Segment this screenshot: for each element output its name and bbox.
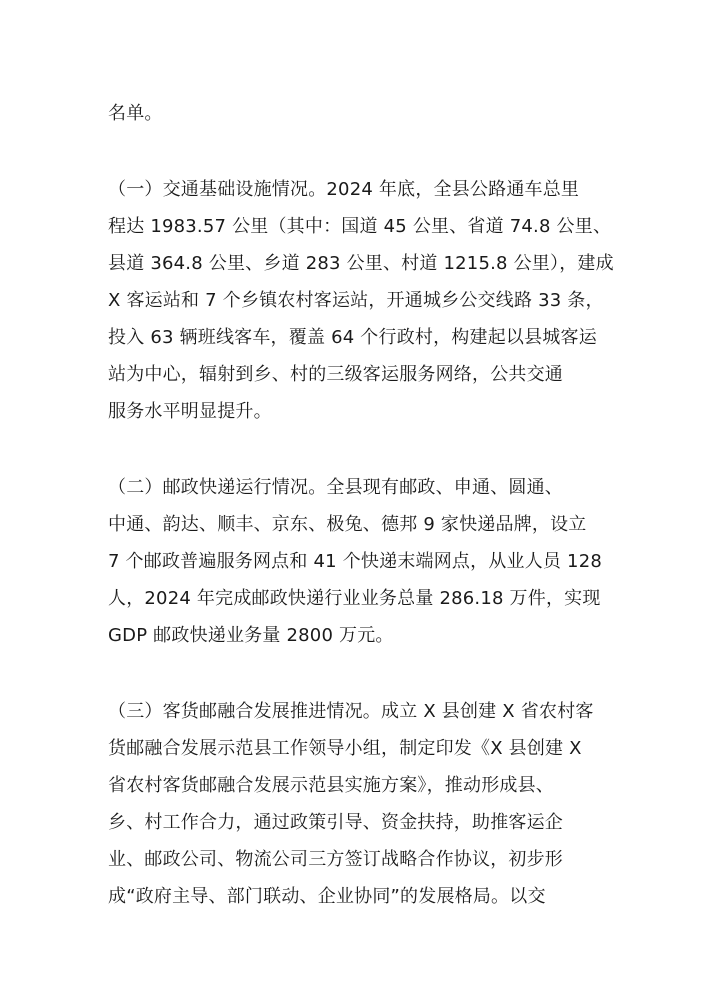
text-line: 程达 1983.57 公里（其中：国道 45 公里、省道 74.8 公里、 xyxy=(108,216,612,237)
text-line: 服务水平明显提升。 xyxy=(108,401,272,422)
text-line: 省农村客货邮融合发展示范县实施方案》，推动形成县、 xyxy=(108,775,554,796)
text-line: 业、邮政公司、物流公司三方签订战略合作协议，初步形 xyxy=(108,849,563,870)
text-line: X 客运站和 7 个乡镇农村客运站，开通城乡公交线路 33 条， xyxy=(108,290,604,311)
text-line: 名单。 xyxy=(108,103,163,124)
text-line: 站为中心，辐射到乡、村的三级客运服务网络，公共交通 xyxy=(108,364,563,385)
text-line: 中通、韵达、顺丰、京东、极兔、德邦 9 家快递品牌，设立 xyxy=(108,514,587,535)
text-line: 成“政府主导、部门联动、企业协同”的发展格局。以交 xyxy=(108,886,546,907)
text-line: 乡、村工作合力，通过政策引导、资金扶持，助推客运企 xyxy=(108,812,563,833)
section-heading-line: （一）交通基础设施情况。2024 年底，全县公路通车总里 xyxy=(108,179,580,200)
text-line: 县道 364.8 公里、乡道 283 公里、村道 1215.8 公里），建成 xyxy=(108,253,614,274)
text-line: GDP 邮政快递业务量 2800 万元。 xyxy=(108,625,394,646)
text-line: 货邮融合发展示范县工作领导小组，制定印发《X 县创建 X xyxy=(108,738,582,759)
text-line: 7 个邮政普遍服务网点和 41 个快递末端网点，从业人员 128 xyxy=(108,551,602,572)
text-line: 人，2024 年完成邮政快递行业业务总量 286.18 万件，实现 xyxy=(108,588,601,609)
section-heading-line: （三）客货邮融合发展推进情况。成立 X 县创建 X 省农村客 xyxy=(108,701,594,722)
text-line: 投入 63 辆班线客车，覆盖 64 个行政村，构建起以县城客运 xyxy=(108,327,597,348)
section-heading-line: （二）邮政快递运行情况。全县现有邮政、申通、圆通、 xyxy=(108,477,563,498)
